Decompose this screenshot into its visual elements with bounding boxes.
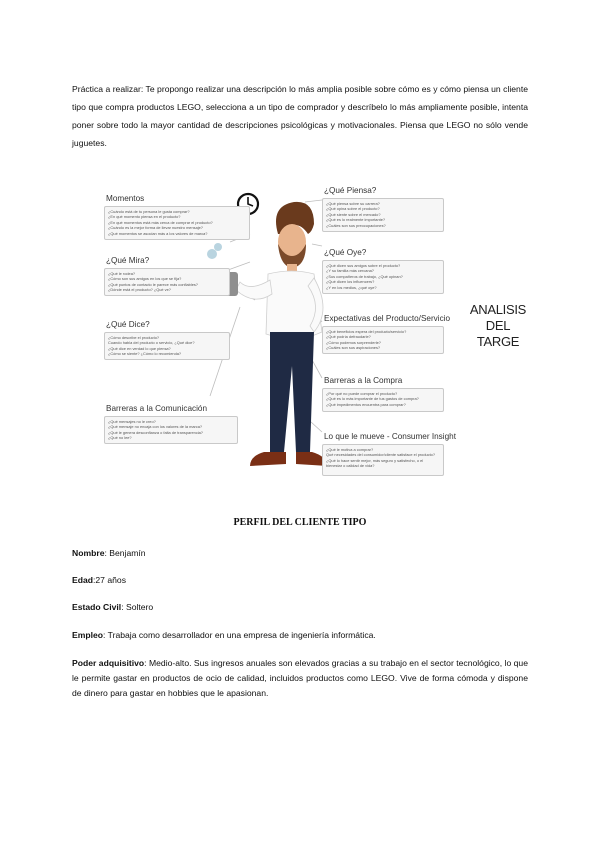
section-dice-title: ¿Qué Dice? bbox=[106, 320, 150, 329]
field-empleo bbox=[72, 628, 376, 643]
field-label: Nombre bbox=[72, 548, 105, 558]
section-expectativas-title: Expectativas del Producto/Servicio bbox=[324, 314, 451, 323]
section-comunicacion-title: Barreras a la Comunicación bbox=[106, 404, 208, 413]
field-value: : Soltero bbox=[121, 602, 154, 612]
question-line: ¿Qué opina sobre el producto? bbox=[326, 206, 380, 212]
section-momentos-box bbox=[104, 206, 250, 240]
question-line: ¿En qué momento piensa en el producto? bbox=[108, 214, 181, 220]
question-line: ¿Y en los medios, ¿qué oye? bbox=[326, 284, 377, 290]
field-label: Estado Civil bbox=[72, 602, 122, 612]
question-line: ¿Qué dicen los influencers? bbox=[326, 279, 375, 285]
question-line: ¿Qué piensa sobre su carrera? bbox=[326, 201, 380, 206]
field-poder-adquisitivo bbox=[72, 656, 528, 701]
question-line: ¿Sus compañeros de trabajo, ¿Qué opinan? bbox=[326, 273, 403, 279]
question-line: ¿Dónde está el producto? ¿Qué ve? bbox=[108, 287, 171, 293]
section-oye-title: ¿Qué Oye? bbox=[324, 248, 367, 257]
question-line: ¿Qué momentos se asocian más a los valores de marca? bbox=[108, 230, 208, 236]
question-line: ¿Qué le rodea? bbox=[108, 271, 136, 276]
field-value: : Trabaja como desarrollador en una empresa de ingeniería informática. bbox=[103, 630, 376, 640]
section-mira-title: ¿Qué Mira? bbox=[106, 256, 150, 265]
question-line: ¿Qué lo hace sentir mejor, más seguro y satisfecho, o el bbox=[326, 457, 424, 463]
question-line: ¿Y su familia más cercana? bbox=[326, 268, 374, 274]
question-line: ¿Qué le genera desconfianza o falta de transparencia? bbox=[108, 429, 203, 435]
section-insight-title: Lo que le mueve - Consumer Insight bbox=[324, 432, 456, 441]
question-line: ¿Cómo describe el producto? bbox=[108, 335, 160, 340]
analysis-heading bbox=[465, 302, 531, 350]
section-expectativas-box bbox=[322, 326, 444, 354]
question-line: ¿Qué es lo realmente importante? bbox=[326, 217, 386, 223]
question-line: ¿Qué es lo más importante de tus gastos de compra? bbox=[326, 396, 419, 402]
analysis-heading-line: ANALISIS bbox=[469, 302, 527, 317]
section-mira-box bbox=[104, 268, 230, 296]
question-line: ¿Qué puntos de contacto le parece más confiables? bbox=[108, 281, 198, 287]
intro-paragraph: Práctica a realizar: Te propongo realizar una descripción lo más amplia posible sobre cómo es y cómo piensa un cliente tipo que compra productos LEGO, selecciona a un tipo de comprador y descríbelo lo más ampliamente posible, intenta poner sobre todo la mayor cantidad de descripciones psicológicas y motivacionales. Piensa que LEGO no sólo vende juguetes. bbox=[72, 84, 528, 148]
target-analysis-figure bbox=[100, 182, 530, 502]
section-comunicacion-box bbox=[104, 416, 238, 444]
question-line: ¿En qué momentos está más cerca de comprar el producto? bbox=[108, 219, 213, 225]
field-value: : Medio-alto. Sus ingresos anuales son elevados gracias a su trabajo en el sector tecnológico, lo que le permite gastar en productos de ocio de calidad, incluidos productos como LEGO. Vive de forma cómoda y dispone de dinero para gastar en hobbies que le apasionan. bbox=[72, 658, 528, 698]
question-line: ¿Cuándo está de tu persona le gusta comprar? bbox=[108, 209, 190, 214]
question-line: ¿Por qué no puede comprar el producto? bbox=[326, 391, 398, 396]
question-line: ¿Qué mensaje no encaja con los valores de la marca? bbox=[108, 424, 203, 430]
field-estado-civil bbox=[72, 600, 153, 615]
question-line: ¿Qué mensajes no le creo? bbox=[108, 419, 156, 424]
section-compra-box bbox=[322, 388, 444, 412]
question-line: ¿Qué beneficios espera del producto/servicio? bbox=[326, 329, 407, 334]
question-line: Qué necesidades del consumidor/cliente satisface el producto? bbox=[326, 452, 436, 458]
question-line: ¿Cómo son sus amigos en los que se fija? bbox=[108, 276, 182, 282]
section-piensa-title: ¿Qué Piensa? bbox=[324, 186, 377, 195]
question-line: ¿Qué podría defraudarle? bbox=[326, 334, 371, 340]
field-label: Empleo bbox=[72, 630, 104, 640]
profile-title: PERFIL DEL CLIENTE TIPO bbox=[233, 517, 367, 528]
question-line: ¿Qué dicen sus amigos sobre el producto? bbox=[326, 263, 401, 268]
field-value: : Benjamín bbox=[104, 548, 146, 558]
field-nombre bbox=[72, 546, 146, 561]
field-label: Edad bbox=[72, 575, 94, 585]
question-line: ¿Qué siente sobre el mercado? bbox=[326, 211, 381, 217]
question-line: bienestar o calidad de vida? bbox=[326, 463, 375, 469]
question-line: ¿Qué dice en verdad lo que piensa? bbox=[108, 345, 171, 351]
section-compra-title: Barreras a la Compra bbox=[324, 376, 403, 385]
question-line: Cuando habla del producto o servicio, ¿Qué dice? bbox=[108, 340, 195, 346]
field-label: Poder adquisitivo bbox=[72, 658, 145, 668]
section-oye-box bbox=[322, 260, 444, 294]
field-edad bbox=[72, 573, 126, 588]
section-piensa-box bbox=[322, 198, 444, 232]
question-line: ¿Qué no lee? bbox=[108, 435, 132, 441]
section-dice-box bbox=[104, 332, 230, 360]
analysis-heading-line: DEL TARGE bbox=[476, 318, 520, 349]
question-line: ¿Cuándo es la mejor forma de llevar nuestro mensaje? bbox=[108, 225, 203, 231]
question-line: ¿Qué impedimentos encuentra para comprar? bbox=[326, 401, 406, 407]
section-momentos-title: Momentos bbox=[106, 194, 145, 203]
question-line: ¿Cómo se siente? ¿Cómo lo recomienda? bbox=[108, 351, 182, 357]
question-line: ¿Qué le motiva a comprar? bbox=[326, 447, 374, 452]
field-value: :27 años bbox=[93, 575, 126, 585]
question-line: ¿Cuáles son sus aspiraciones? bbox=[326, 345, 381, 351]
question-line: ¿Cuáles son sus preocupaciones? bbox=[326, 222, 386, 228]
section-insight-box bbox=[322, 444, 444, 476]
question-line: ¿Cómo podemos sorprenderle? bbox=[326, 339, 381, 345]
